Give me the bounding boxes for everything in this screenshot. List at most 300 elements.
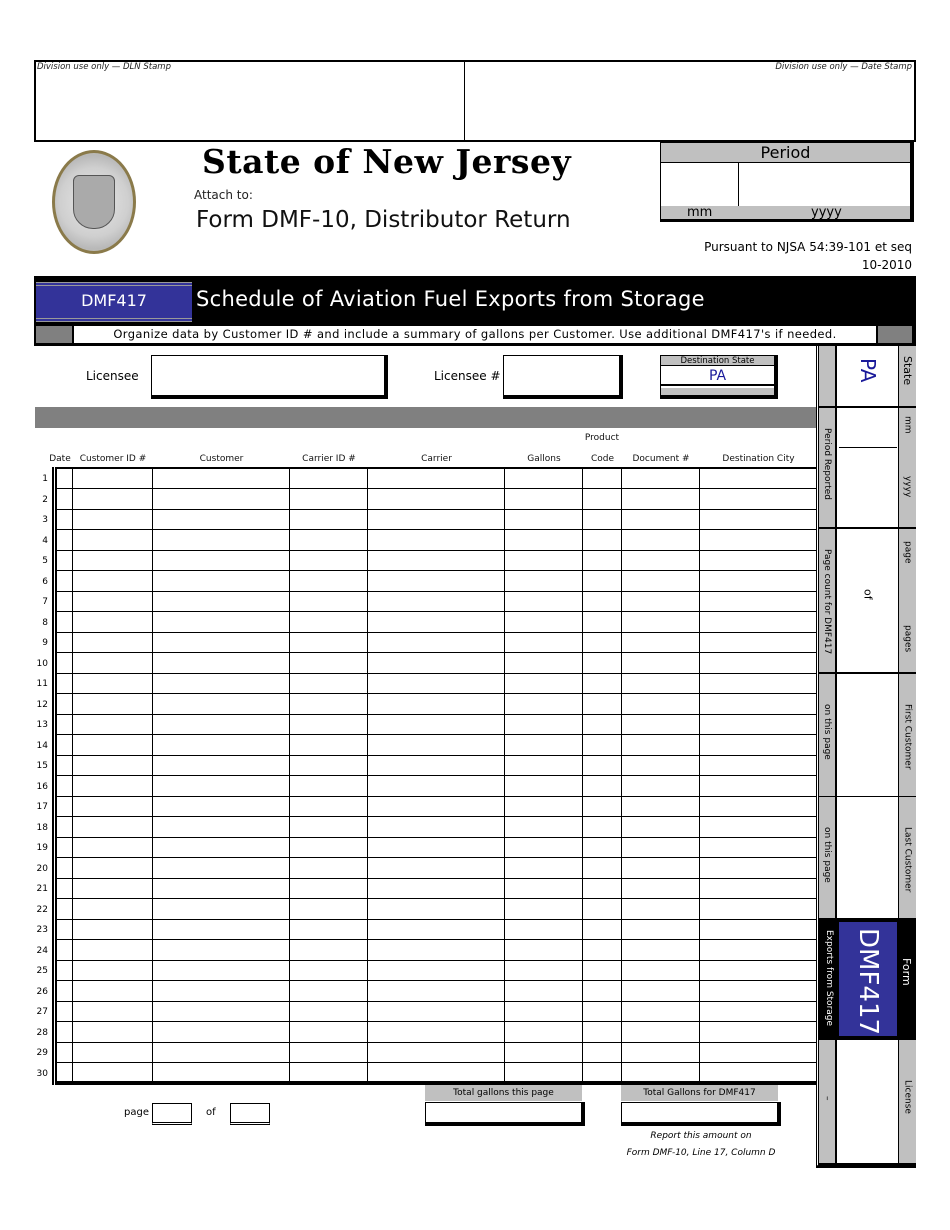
table-cell[interactable] [153, 1022, 290, 1043]
table-cell[interactable] [73, 1063, 153, 1084]
table-cell[interactable] [622, 673, 700, 694]
table-cell[interactable] [700, 858, 817, 879]
table-cell[interactable] [583, 612, 622, 633]
table-cell[interactable] [73, 735, 153, 756]
table-cell[interactable] [73, 632, 153, 653]
table-cell[interactable] [290, 489, 368, 510]
table-cell[interactable] [505, 858, 583, 879]
table-cell[interactable] [622, 1001, 700, 1022]
table-cell[interactable] [290, 817, 368, 838]
row-number: 19 [36, 843, 48, 853]
table-cell[interactable] [290, 735, 368, 756]
table-cell[interactable] [505, 489, 583, 510]
table-cell[interactable] [73, 858, 153, 879]
table-cell[interactable] [368, 960, 505, 981]
table-cell[interactable] [368, 837, 505, 858]
table-cell[interactable] [622, 468, 700, 489]
table-cell[interactable] [73, 940, 153, 961]
table-cell[interactable] [700, 1063, 817, 1084]
table-cell[interactable] [368, 530, 505, 551]
table-cell[interactable] [153, 714, 290, 735]
table-cell[interactable] [55, 468, 73, 489]
table-cell[interactable] [368, 817, 505, 838]
table-cell[interactable] [505, 776, 583, 797]
table-cell[interactable] [583, 960, 622, 981]
table-cell[interactable] [290, 776, 368, 797]
table-cell[interactable] [73, 694, 153, 715]
table-cell[interactable] [700, 755, 817, 776]
table-cell[interactable] [55, 591, 73, 612]
table-cell[interactable] [153, 837, 290, 858]
table-cell[interactable] [622, 919, 700, 940]
table-cell[interactable] [55, 489, 73, 510]
table-cell[interactable] [583, 530, 622, 551]
table-cell[interactable] [622, 1042, 700, 1063]
table-cell[interactable] [622, 530, 700, 551]
table-cell[interactable] [583, 509, 622, 530]
table-cell[interactable] [700, 878, 817, 899]
table-cell[interactable] [73, 1022, 153, 1043]
table-cell[interactable] [368, 981, 505, 1002]
table-cell[interactable] [583, 1063, 622, 1084]
total-form-field[interactable] [621, 1102, 781, 1126]
table-cell[interactable] [505, 1001, 583, 1022]
table-cell[interactable] [505, 960, 583, 981]
table-cell[interactable] [153, 530, 290, 551]
sidebar-period-yyyy-field[interactable] [839, 449, 897, 527]
table-cell[interactable] [55, 735, 73, 756]
table-cell[interactable] [583, 468, 622, 489]
table-cell[interactable] [55, 878, 73, 899]
table-cell[interactable] [290, 796, 368, 817]
table-cell[interactable] [55, 632, 73, 653]
table-cell[interactable] [700, 632, 817, 653]
table-cell[interactable] [368, 1022, 505, 1043]
table-cell[interactable] [505, 509, 583, 530]
table-cell[interactable] [153, 1063, 290, 1084]
table-cell[interactable] [505, 673, 583, 694]
table-cell[interactable] [55, 550, 73, 571]
table-cell[interactable] [55, 1042, 73, 1063]
table-cell[interactable] [73, 673, 153, 694]
table-cell[interactable] [290, 591, 368, 612]
table-cell[interactable] [622, 571, 700, 592]
table-cell[interactable] [73, 817, 153, 838]
table-cell[interactable] [583, 1022, 622, 1043]
licensee-field[interactable] [151, 355, 388, 399]
table-cell[interactable] [622, 653, 700, 674]
table-cell[interactable] [700, 673, 817, 694]
table-cell[interactable] [55, 571, 73, 592]
table-cell[interactable] [153, 919, 290, 940]
table-cell[interactable] [153, 673, 290, 694]
table-cell[interactable] [153, 489, 290, 510]
table-cell[interactable] [505, 919, 583, 940]
table-cell[interactable] [55, 837, 73, 858]
table-cell[interactable] [290, 653, 368, 674]
table-cell[interactable] [290, 837, 368, 858]
table-cell[interactable] [368, 1042, 505, 1063]
table-cell[interactable] [368, 673, 505, 694]
table-cell[interactable] [700, 735, 817, 756]
table-cell[interactable] [583, 940, 622, 961]
table-cell[interactable] [290, 1001, 368, 1022]
table-cell[interactable] [505, 899, 583, 920]
table-cell[interactable] [700, 1042, 817, 1063]
period-mm-field[interactable] [661, 163, 739, 206]
table-cell[interactable] [622, 940, 700, 961]
table-cell[interactable] [290, 858, 368, 879]
table-cell[interactable] [622, 612, 700, 633]
table-cell[interactable] [73, 878, 153, 899]
table-cell[interactable] [505, 591, 583, 612]
table-cell[interactable] [73, 653, 153, 674]
table-cell[interactable] [583, 878, 622, 899]
table-cell[interactable] [700, 981, 817, 1002]
table-cell[interactable] [153, 899, 290, 920]
table-cell[interactable] [700, 837, 817, 858]
table-cell[interactable] [153, 940, 290, 961]
table-cell[interactable] [290, 632, 368, 653]
table-cell[interactable] [73, 981, 153, 1002]
table-cell[interactable] [700, 694, 817, 715]
table-cell[interactable] [700, 960, 817, 981]
table-cell[interactable] [368, 940, 505, 961]
table-cell[interactable] [505, 817, 583, 838]
table-cell[interactable] [368, 776, 505, 797]
table-cell[interactable] [153, 653, 290, 674]
table-cell[interactable] [368, 550, 505, 571]
table-cell[interactable] [290, 1063, 368, 1084]
table-cell[interactable] [55, 509, 73, 530]
table-cell[interactable] [583, 591, 622, 612]
table-cell[interactable] [622, 550, 700, 571]
sidebar-pagecount-field[interactable] [839, 529, 897, 672]
table-cell[interactable] [153, 550, 290, 571]
table-cell[interactable] [622, 714, 700, 735]
table-cell[interactable] [505, 714, 583, 735]
table-cell[interactable] [55, 960, 73, 981]
table-cell[interactable] [622, 776, 700, 797]
table-cell[interactable] [73, 489, 153, 510]
table-cell[interactable] [368, 755, 505, 776]
table-cell[interactable] [153, 468, 290, 489]
table-cell[interactable] [583, 571, 622, 592]
table-cell[interactable] [583, 735, 622, 756]
table-cell[interactable] [290, 714, 368, 735]
table-cell[interactable] [55, 776, 73, 797]
table-cell[interactable] [368, 694, 505, 715]
table-cell[interactable] [73, 571, 153, 592]
table-cell[interactable] [700, 817, 817, 838]
table-cell[interactable] [290, 981, 368, 1002]
table-cell[interactable] [73, 837, 153, 858]
table-cell[interactable] [55, 673, 73, 694]
table-cell[interactable] [290, 612, 368, 633]
table-cell[interactable] [583, 776, 622, 797]
table-cell[interactable] [73, 1001, 153, 1022]
table-cell[interactable] [55, 653, 73, 674]
table-cell[interactable] [290, 755, 368, 776]
table-cell[interactable] [368, 919, 505, 940]
table-cell[interactable] [622, 632, 700, 653]
table-cell[interactable] [505, 1022, 583, 1043]
period-yyyy-field[interactable] [740, 163, 910, 206]
table-cell[interactable] [368, 1001, 505, 1022]
table-cell[interactable] [55, 817, 73, 838]
table-cell[interactable] [290, 673, 368, 694]
table-cell[interactable] [368, 858, 505, 879]
table-cell[interactable] [505, 878, 583, 899]
table-cell[interactable] [73, 612, 153, 633]
sidebar-state-section [819, 346, 916, 408]
table-cell[interactable] [700, 1001, 817, 1022]
table-cell[interactable] [153, 509, 290, 530]
table-cell[interactable] [153, 981, 290, 1002]
table-cell[interactable] [153, 755, 290, 776]
table-cell[interactable] [55, 755, 73, 776]
table-cell[interactable] [153, 735, 290, 756]
table-cell[interactable] [700, 612, 817, 633]
table-cell[interactable] [700, 489, 817, 510]
page-number-field[interactable] [152, 1103, 192, 1125]
table-cell[interactable] [368, 632, 505, 653]
table-cell[interactable] [505, 694, 583, 715]
table-cell[interactable] [505, 1042, 583, 1063]
table-cell[interactable] [583, 899, 622, 920]
table-cell[interactable] [505, 632, 583, 653]
total-pages-field[interactable] [230, 1103, 270, 1125]
table-cell[interactable] [55, 1022, 73, 1043]
table-cell[interactable] [55, 1001, 73, 1022]
stamp-divider [464, 60, 465, 142]
table-cell[interactable] [290, 960, 368, 981]
table-cell[interactable] [73, 509, 153, 530]
table-row [55, 632, 817, 653]
table-cell[interactable] [505, 796, 583, 817]
table-cell[interactable] [583, 837, 622, 858]
table-cell[interactable] [290, 571, 368, 592]
table-cell[interactable] [55, 714, 73, 735]
table-cell[interactable] [73, 530, 153, 551]
table-cell[interactable] [505, 837, 583, 858]
table-cell[interactable] [153, 1042, 290, 1063]
table-cell[interactable] [290, 919, 368, 940]
table-cell[interactable] [622, 899, 700, 920]
table-cell[interactable] [700, 530, 817, 551]
table-cell[interactable] [368, 612, 505, 633]
table-cell[interactable] [583, 919, 622, 940]
table-cell[interactable] [290, 878, 368, 899]
table-cell[interactable] [368, 509, 505, 530]
table-cell[interactable] [55, 612, 73, 633]
table-cell[interactable] [583, 694, 622, 715]
table-cell[interactable] [505, 468, 583, 489]
table-cell[interactable] [368, 591, 505, 612]
table-cell[interactable] [505, 1063, 583, 1084]
table-cell[interactable] [290, 899, 368, 920]
sidebar-period-mm-field[interactable] [839, 408, 897, 448]
table-cell[interactable] [622, 694, 700, 715]
table-cell[interactable] [55, 919, 73, 940]
table-cell[interactable] [622, 858, 700, 879]
sidebar-mm-label: mm [902, 416, 913, 434]
table-cell[interactable] [583, 1042, 622, 1063]
table-cell[interactable] [153, 591, 290, 612]
table-cell[interactable] [73, 714, 153, 735]
destination-state-box [660, 355, 778, 399]
table-cell[interactable] [368, 735, 505, 756]
table-cell[interactable] [583, 981, 622, 1002]
table-cell[interactable] [583, 489, 622, 510]
table-cell[interactable] [290, 550, 368, 571]
table-cell[interactable] [153, 878, 290, 899]
table-cell[interactable] [153, 632, 290, 653]
sidebar-last-customer-label: Last Customer [902, 827, 913, 893]
table-cell[interactable] [505, 755, 583, 776]
table-cell[interactable] [505, 571, 583, 592]
table-cell[interactable] [55, 694, 73, 715]
table-cell[interactable] [622, 735, 700, 756]
table-cell[interactable] [368, 1063, 505, 1084]
table-cell[interactable] [583, 796, 622, 817]
table-cell[interactable] [700, 776, 817, 797]
table-cell[interactable] [73, 919, 153, 940]
table-cell[interactable] [583, 755, 622, 776]
total-page-field[interactable] [425, 1102, 585, 1126]
table-cell[interactable] [700, 591, 817, 612]
table-cell[interactable] [55, 940, 73, 961]
table-cell[interactable] [368, 714, 505, 735]
table-cell[interactable] [700, 571, 817, 592]
table-row [55, 1042, 817, 1063]
table-cell[interactable] [55, 1063, 73, 1084]
table-cell[interactable] [73, 776, 153, 797]
table-cell[interactable] [622, 591, 700, 612]
table-cell[interactable] [368, 571, 505, 592]
table-cell[interactable] [368, 653, 505, 674]
table-cell[interactable] [153, 571, 290, 592]
sidebar-last-customer-field[interactable] [839, 797, 897, 918]
sidebar-license-field[interactable] [839, 1040, 897, 1163]
table-cell[interactable] [153, 858, 290, 879]
table-cell[interactable] [622, 960, 700, 981]
table-cell[interactable] [368, 468, 505, 489]
table-cell[interactable] [55, 899, 73, 920]
sidebar-license-sep: – [822, 1096, 832, 1101]
table-cell[interactable] [290, 1022, 368, 1043]
table-cell[interactable] [622, 755, 700, 776]
table-cell[interactable] [55, 530, 73, 551]
table-cell[interactable] [73, 960, 153, 981]
table-cell[interactable] [290, 1042, 368, 1063]
table-cell[interactable] [368, 796, 505, 817]
table-cell[interactable] [700, 1022, 817, 1043]
table-cell[interactable] [700, 653, 817, 674]
table-cell[interactable] [583, 1001, 622, 1022]
table-cell[interactable] [622, 878, 700, 899]
table-cell[interactable] [290, 509, 368, 530]
table-cell[interactable] [55, 858, 73, 879]
table-cell[interactable] [73, 796, 153, 817]
sidebar-last-customer-section [819, 797, 916, 918]
table-cell[interactable] [583, 653, 622, 674]
table-cell[interactable] [153, 796, 290, 817]
col-carrier: Carrier [421, 454, 452, 464]
table-cell[interactable] [73, 468, 153, 489]
table-cell[interactable] [290, 694, 368, 715]
table-cell[interactable] [583, 673, 622, 694]
table-cell[interactable] [700, 509, 817, 530]
table-cell[interactable] [583, 817, 622, 838]
table-cell[interactable] [622, 817, 700, 838]
table-cell[interactable] [73, 550, 153, 571]
table-cell[interactable] [153, 960, 290, 981]
sidebar-state-field[interactable] [839, 346, 897, 406]
table-cell[interactable] [700, 714, 817, 735]
table-cell[interactable] [622, 509, 700, 530]
table-cell[interactable] [153, 1001, 290, 1022]
table-cell[interactable] [55, 981, 73, 1002]
table-cell[interactable] [700, 899, 817, 920]
table-cell[interactable] [622, 1063, 700, 1084]
table-cell[interactable] [583, 714, 622, 735]
table-cell[interactable] [505, 981, 583, 1002]
table-cell[interactable] [622, 1022, 700, 1043]
table-cell[interactable] [505, 612, 583, 633]
sidebar-pagecount-label: Page count for DMF417 [822, 549, 832, 655]
sidebar-first-customer-sub: on this page [822, 704, 832, 760]
table-cell[interactable] [622, 981, 700, 1002]
table-cell[interactable] [700, 919, 817, 940]
table-cell[interactable] [700, 940, 817, 961]
row-number: 17 [36, 802, 48, 812]
table-cell[interactable] [73, 899, 153, 920]
table-cell[interactable] [505, 735, 583, 756]
table-cell[interactable] [73, 591, 153, 612]
table-cell[interactable] [505, 653, 583, 674]
sidebar-first-customer-field[interactable] [839, 674, 897, 796]
table-cell[interactable] [368, 878, 505, 899]
table-cell[interactable] [153, 612, 290, 633]
table-cell[interactable] [622, 837, 700, 858]
table-cell[interactable] [583, 632, 622, 653]
table-cell[interactable] [700, 550, 817, 571]
table-cell[interactable] [505, 550, 583, 571]
table-cell[interactable] [368, 489, 505, 510]
table-cell[interactable] [290, 468, 368, 489]
table-cell[interactable] [368, 899, 505, 920]
table-cell[interactable] [700, 468, 817, 489]
table-cell[interactable] [153, 817, 290, 838]
table-cell[interactable] [73, 1042, 153, 1063]
table-cell[interactable] [700, 796, 817, 817]
table-cell[interactable] [505, 530, 583, 551]
table-cell[interactable] [583, 550, 622, 571]
table-cell[interactable] [153, 694, 290, 715]
table-cell[interactable] [505, 940, 583, 961]
table-cell[interactable] [290, 530, 368, 551]
table-cell[interactable] [622, 796, 700, 817]
licensee-number-field[interactable] [503, 355, 623, 399]
destination-state-field[interactable]: PA [661, 366, 774, 386]
table-cell[interactable] [622, 489, 700, 510]
table-cell[interactable] [55, 796, 73, 817]
table-cell[interactable] [290, 940, 368, 961]
table-cell[interactable] [73, 755, 153, 776]
table-cell[interactable] [583, 858, 622, 879]
table-cell[interactable] [153, 776, 290, 797]
